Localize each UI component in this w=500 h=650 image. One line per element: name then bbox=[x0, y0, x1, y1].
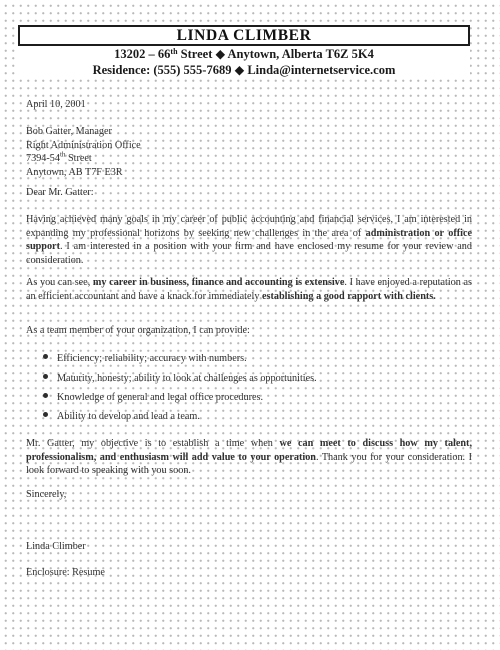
bullet-icon bbox=[43, 354, 48, 359]
recipient-street-part-2: Street bbox=[65, 153, 92, 164]
bullet-item bbox=[43, 372, 317, 386]
bullet-item bbox=[43, 391, 263, 405]
paragraph-closing-text-1: Mr. Gatter, my objective is to establish a time when bbox=[26, 438, 280, 449]
paragraph-experience bbox=[26, 276, 472, 303]
paragraph-intro-text-2: . I am interested in a position with your firm and have enclosed my resume for your review and consideration. bbox=[26, 241, 472, 266]
recipient-city: Anytown, AB T7F E3R bbox=[26, 166, 123, 178]
recipient-address-block bbox=[26, 125, 472, 179]
paragraph-intro-bold-1: administration or office support bbox=[26, 227, 472, 252]
salutation: Dear Mr. Gatter: bbox=[26, 187, 94, 198]
paragraph-experience-bold-1: my career in business, finance and accounting is extensive bbox=[92, 277, 345, 288]
recipient-office: Right Administration Office bbox=[26, 139, 141, 151]
letter-date: April 10, 2001 bbox=[26, 99, 86, 110]
bullet-text: Maturity, honesty; ability to look at challenges as opportunities. bbox=[57, 373, 317, 384]
contact-line: Residence: (555) 555-7689 ◆ Linda@internetservice.com bbox=[18, 63, 470, 78]
bullet-icon bbox=[43, 412, 48, 417]
bullet-item bbox=[43, 352, 247, 366]
bullet-text: Ability to develop and lead a team. bbox=[57, 411, 200, 422]
recipient-street-part-1: 7394-54 bbox=[26, 153, 60, 164]
paragraph-experience-text-2: . I have enjoyed a reputation as an efficient accountant and have a knack for immediately bbox=[26, 277, 473, 302]
paragraph-intro bbox=[26, 213, 472, 267]
closing-phrase: Sincerely, bbox=[26, 489, 67, 500]
address-part-1: 13202 – 66 bbox=[114, 47, 171, 61]
recipient-street bbox=[26, 152, 472, 166]
bullet-icon bbox=[43, 393, 48, 398]
applicant-name: LINDA CLIMBER bbox=[176, 27, 312, 44]
paragraph-closing bbox=[26, 437, 472, 478]
recipient-name: Bob Gatter, Manager bbox=[26, 126, 112, 137]
paragraph-provide: As a team member of your organization, I can provide: bbox=[26, 325, 250, 336]
paragraph-intro-text-1: Having achieved many goals in my career of public accounting and financial services, I am interested in expanding my professional horizons by seeking new challenges in the area of bbox=[26, 214, 472, 239]
address-line bbox=[18, 47, 470, 62]
address-ordinal: th bbox=[170, 47, 178, 56]
bullet-text: Efficiency; reliability; accuracy with numbers. bbox=[57, 353, 247, 364]
paragraph-closing-bold-1: we can meet to discuss how my talent, professionalism, and enthusiasm will add value to your operation bbox=[26, 438, 472, 463]
paragraph-closing-text-2: . Thank you for your consideration. I look forward to speaking with you soon. bbox=[26, 451, 472, 476]
signature-name: Linda Climber bbox=[26, 541, 86, 552]
name-header-box bbox=[18, 25, 470, 46]
address-part-2: Street ◆ Anytown, Alberta T6Z 5K4 bbox=[177, 47, 374, 61]
paragraph-experience-text-1: As you can see, bbox=[26, 277, 93, 288]
bullet-item bbox=[43, 410, 200, 424]
paragraph-experience-bold-2: establishing a good rapport with clients. bbox=[262, 290, 436, 302]
bullet-text: Knowledge of general and legal office procedures. bbox=[57, 392, 264, 403]
recipient-street-ordinal: th bbox=[59, 150, 66, 159]
enclosure-note: Enclosure: Resume bbox=[26, 567, 105, 578]
bullet-icon bbox=[43, 374, 48, 379]
